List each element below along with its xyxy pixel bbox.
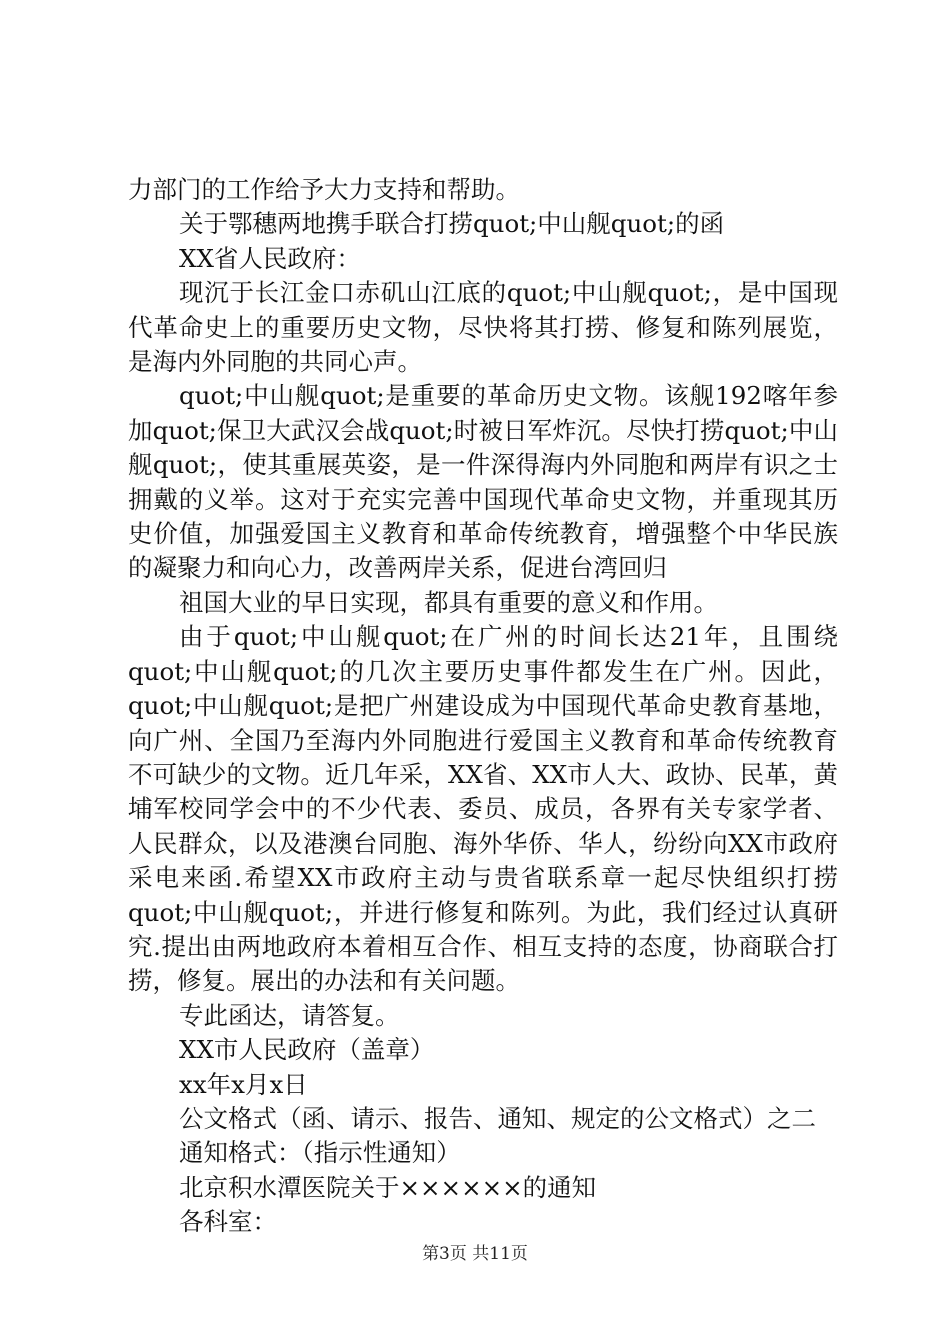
section-heading: 公文格式（函、请示、报告、通知、规定的公文格式）之二 bbox=[179, 1103, 816, 1133]
page-footer bbox=[0, 1243, 950, 1265]
signature-line: XX市人民政府（盖章） bbox=[179, 1035, 435, 1065]
letter-title: 关于鄂穗两地携手联合打捞quot;中山舰quot;的函 bbox=[179, 209, 725, 239]
closing-line: 专此函达，请答复。 bbox=[179, 1000, 400, 1030]
recipient-line: XX省人民政府： bbox=[179, 243, 361, 273]
paragraph: 由于quot;中山舰quot;在广州的时间长达21年，且围绕quot;中山舰quot;的几次主要历史事件都发生在广州。因此，quot;中山舰quot;是把广州建设成为中国现代革命史教育基地，向广州、全国乃至海内外同胞进行爱国主义教育和革命传统教育不可缺少的文物。近几年采，XX省、XX市人大、政协、民革，黄埔军校同学会中的不少代表、委员、成员，各界有关专家学者、人民群众，以及港澳台同胞、海外华侨、华人，纷纷向XX市政府采电来函.希望XX市政府主动与贵省联系章一起尽快组织打捞quot;中山舰quot;，并进行修复和陈列。为此，我们经过认真研究.提出由两地政府本着相互合作、相互支持的态度，协商联合打捞，修复。展出的办法和有关问题。 bbox=[128, 622, 838, 996]
date-line: xx年x月x日 bbox=[179, 1069, 308, 1099]
paragraph: 力部门的工作给予大力支持和帮助。 bbox=[128, 175, 520, 204]
document-body bbox=[128, 173, 838, 1240]
notice-recipient: 各科室： bbox=[179, 1207, 277, 1237]
paragraph: quot;中山舰quot;是重要的革命历史文物。该舰192喀年参加quot;保卫大武汉会战quot;时被日军炸沉。尽快打捞quot;中山舰quot;，使其重展英姿，是一件深得海内外同胞和两岸有识之士拥戴的义举。这对于充实完善中国现代革命史文物，并重现其历史价值，加强爱国主义教育和革命传统教育，增强整个中华民族的凝聚力和向心力，改善两岸关系，促进台湾回归 bbox=[128, 381, 838, 583]
notice-title: 北京积水潭医院关于××××××的通知 bbox=[179, 1172, 597, 1202]
notice-format-label: 通知格式：（指示性通知） bbox=[179, 1138, 461, 1168]
paragraph: 祖国大业的早日实现，都具有重要的意义和作用。 bbox=[179, 587, 718, 617]
page-number: 第3页 共11页 bbox=[422, 1244, 528, 1264]
paragraph: 现沉于长江金口赤矶山江底的quot;中山舰quot;，是中国现代革命史上的重要历史文物，尽快将其打捞、修复和陈列展览，是海内外同胞的共同心声。 bbox=[128, 278, 838, 377]
